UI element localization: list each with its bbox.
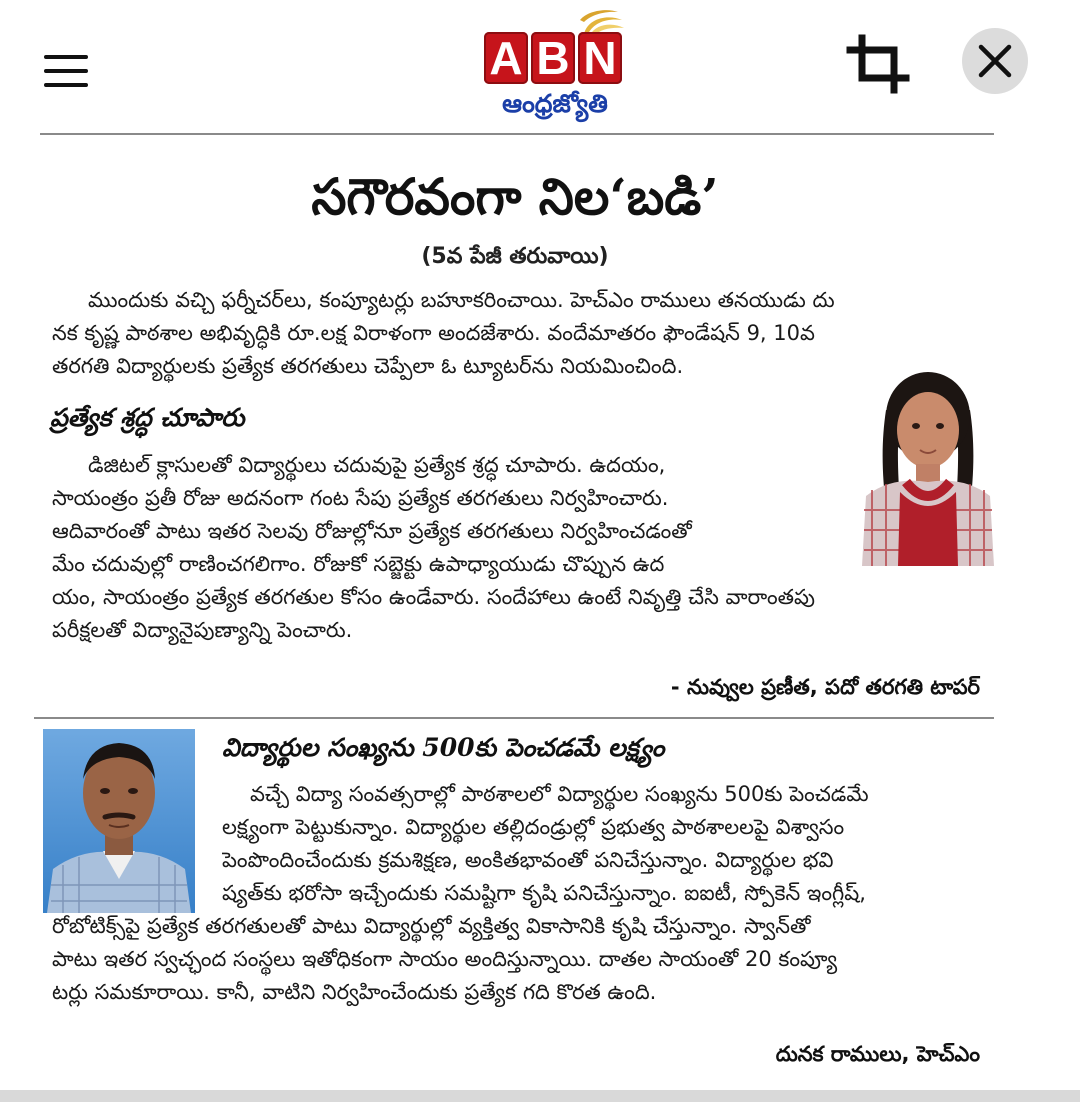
crop-button[interactable] <box>846 34 910 94</box>
logo-letter-a: A <box>484 32 528 84</box>
logo-letter-b: B <box>531 32 575 84</box>
section2-line: టర్లు సమకూరాయి. కానీ, వాటిని నిర్వహించేందుకు ప్రత్యేక గది కొరత ఉంది. <box>52 980 657 1004</box>
section1-subhead: ప్రత్యేక శ్రద్ధ చూపారు <box>50 403 245 432</box>
section1-line: మేం చదువుల్లో రాణించగలిగాం. రోజుకో సబ్జెక్టు ఉపాధ్యాయుడు చొప్పున ఉద <box>52 552 665 576</box>
section2-line: వచ్చే విద్యా సంవత్సరాల్లో పాఠశాలలో విద్యార్థుల సంఖ్యను 500కు పెంచడమే <box>250 782 869 806</box>
logo-letters <box>484 32 622 88</box>
section1-line: సాయంత్రం ప్రతీ రోజు అదనంగా గంట సేపు ప్రత్యేక తరగతులు నిర్వహించారు. <box>52 486 669 510</box>
section2-line: ష్యత్‌కు భరోసా ఇచ్చేందుకు సమష్టిగా కృషి పనిచేస్తున్నాం. ఐఐటీ, స్పోకెన్‌ ఇంగ్లీష్‌, <box>222 881 866 905</box>
bottom-edge <box>0 1090 1080 1102</box>
article-headline: సగౌరవంగా నిల‘బడి’ <box>311 167 719 226</box>
intro-paragraph <box>52 284 984 383</box>
intro-line: తరగతి విద్యార్థులకు ప్రత్యేక తరగతులు చెప్పేలా ఓ ట్యూటర్‌ను నియమించింది. <box>52 354 684 378</box>
section2-paragraph <box>52 778 984 1009</box>
logo-brand-name: ఆంధ్రజ్యోతి <box>502 89 608 118</box>
header-divider <box>40 133 994 135</box>
section1-line: ఆదివారంతో పాటు ఇతర సెలవు రోజుల్లోనూ ప్రత్యేక తరగతులు నిర్వహించడంతో <box>52 519 692 543</box>
section1-line: యం, సాయంత్రం ప్రత్యేక తరగతుల కోసం ఉండేవారు. సందేహాలు ఉంటే నివృత్తి చేసి వారాంతపు <box>52 585 815 609</box>
section1-paragraph <box>52 449 984 647</box>
section1-line: పరీక్షలతో విద్యానైపుణ్యాన్ని పెంచారు. <box>52 618 353 642</box>
section2-line: లక్ష్యంగా పెట్టుకున్నాం. విద్యార్థుల తల్లిదండ్రుల్లో ప్రభుత్వ పాఠశాలలపై విశ్వాసం <box>222 815 845 839</box>
student-photo <box>852 370 1004 566</box>
intro-line: నక కృష్ణ పాఠశాల అభివృద్ధికి రూ.లక్ష విరాళంగా అందజేశారు. వందేమాతరం ఫౌండేషన్‌ 9, 10వ <box>52 321 815 345</box>
menu-button[interactable] <box>38 50 94 92</box>
section-divider <box>34 717 994 719</box>
section1-line: డిజిటల్‌ క్లాసులతో విద్యార్థులు చదువుపై ప్రత్యేక శ్రద్ధ చూపారు. ఉదయం, <box>88 453 666 477</box>
section2-subhead: విద్యార్థుల సంఖ్యను 500కు పెంచడమే లక్ష్యం <box>222 733 665 762</box>
intro-line: ముందుకు వచ్చి ఫర్నీచర్‌లు, కంప్యూటర్లు బహూకరించాయి. హెచ్‌ఎం రాములు తనయుడు దు <box>88 288 835 312</box>
abn-andhrajyothy-logo <box>480 6 630 122</box>
section2-line: పాటు ఇతర స్వచ్ఛంద సంస్థలు ఇతోధికంగా సాయం అందిస్తున్నాయి. దాతల సాయంతో 20 కంప్యూ <box>52 947 838 971</box>
continued-from-note: (5వ పేజీ తరువాయి) <box>421 244 609 269</box>
section2-byline: దునక రాములు, హెచ్‌ఎం <box>775 1042 980 1066</box>
section1-byline: - నువ్వుల ప్రణీత, పదో తరగతి టాపర్‌ <box>670 675 980 699</box>
close-button[interactable] <box>962 28 1028 94</box>
crop-icon <box>846 34 910 94</box>
close-icon <box>977 43 1013 79</box>
logo-letter-n: N <box>578 32 622 84</box>
section2-line: పెంపొందించేందుకు క్రమశిక్షణ, అంకితభావంతో పనిచేస్తున్నాం. విద్యార్థుల భవి <box>222 848 834 872</box>
section2-line: రోబోటిక్స్‌పై ప్రత్యేక తరగతులతో పాటు విద్యార్థుల్లో వ్యక్తిత్వ వికాసానికి కృషి చేస్తున్నాం. స్వాన్‌తో <box>52 914 811 938</box>
hamburger-icon <box>44 55 88 59</box>
top-app-bar <box>0 0 1080 132</box>
